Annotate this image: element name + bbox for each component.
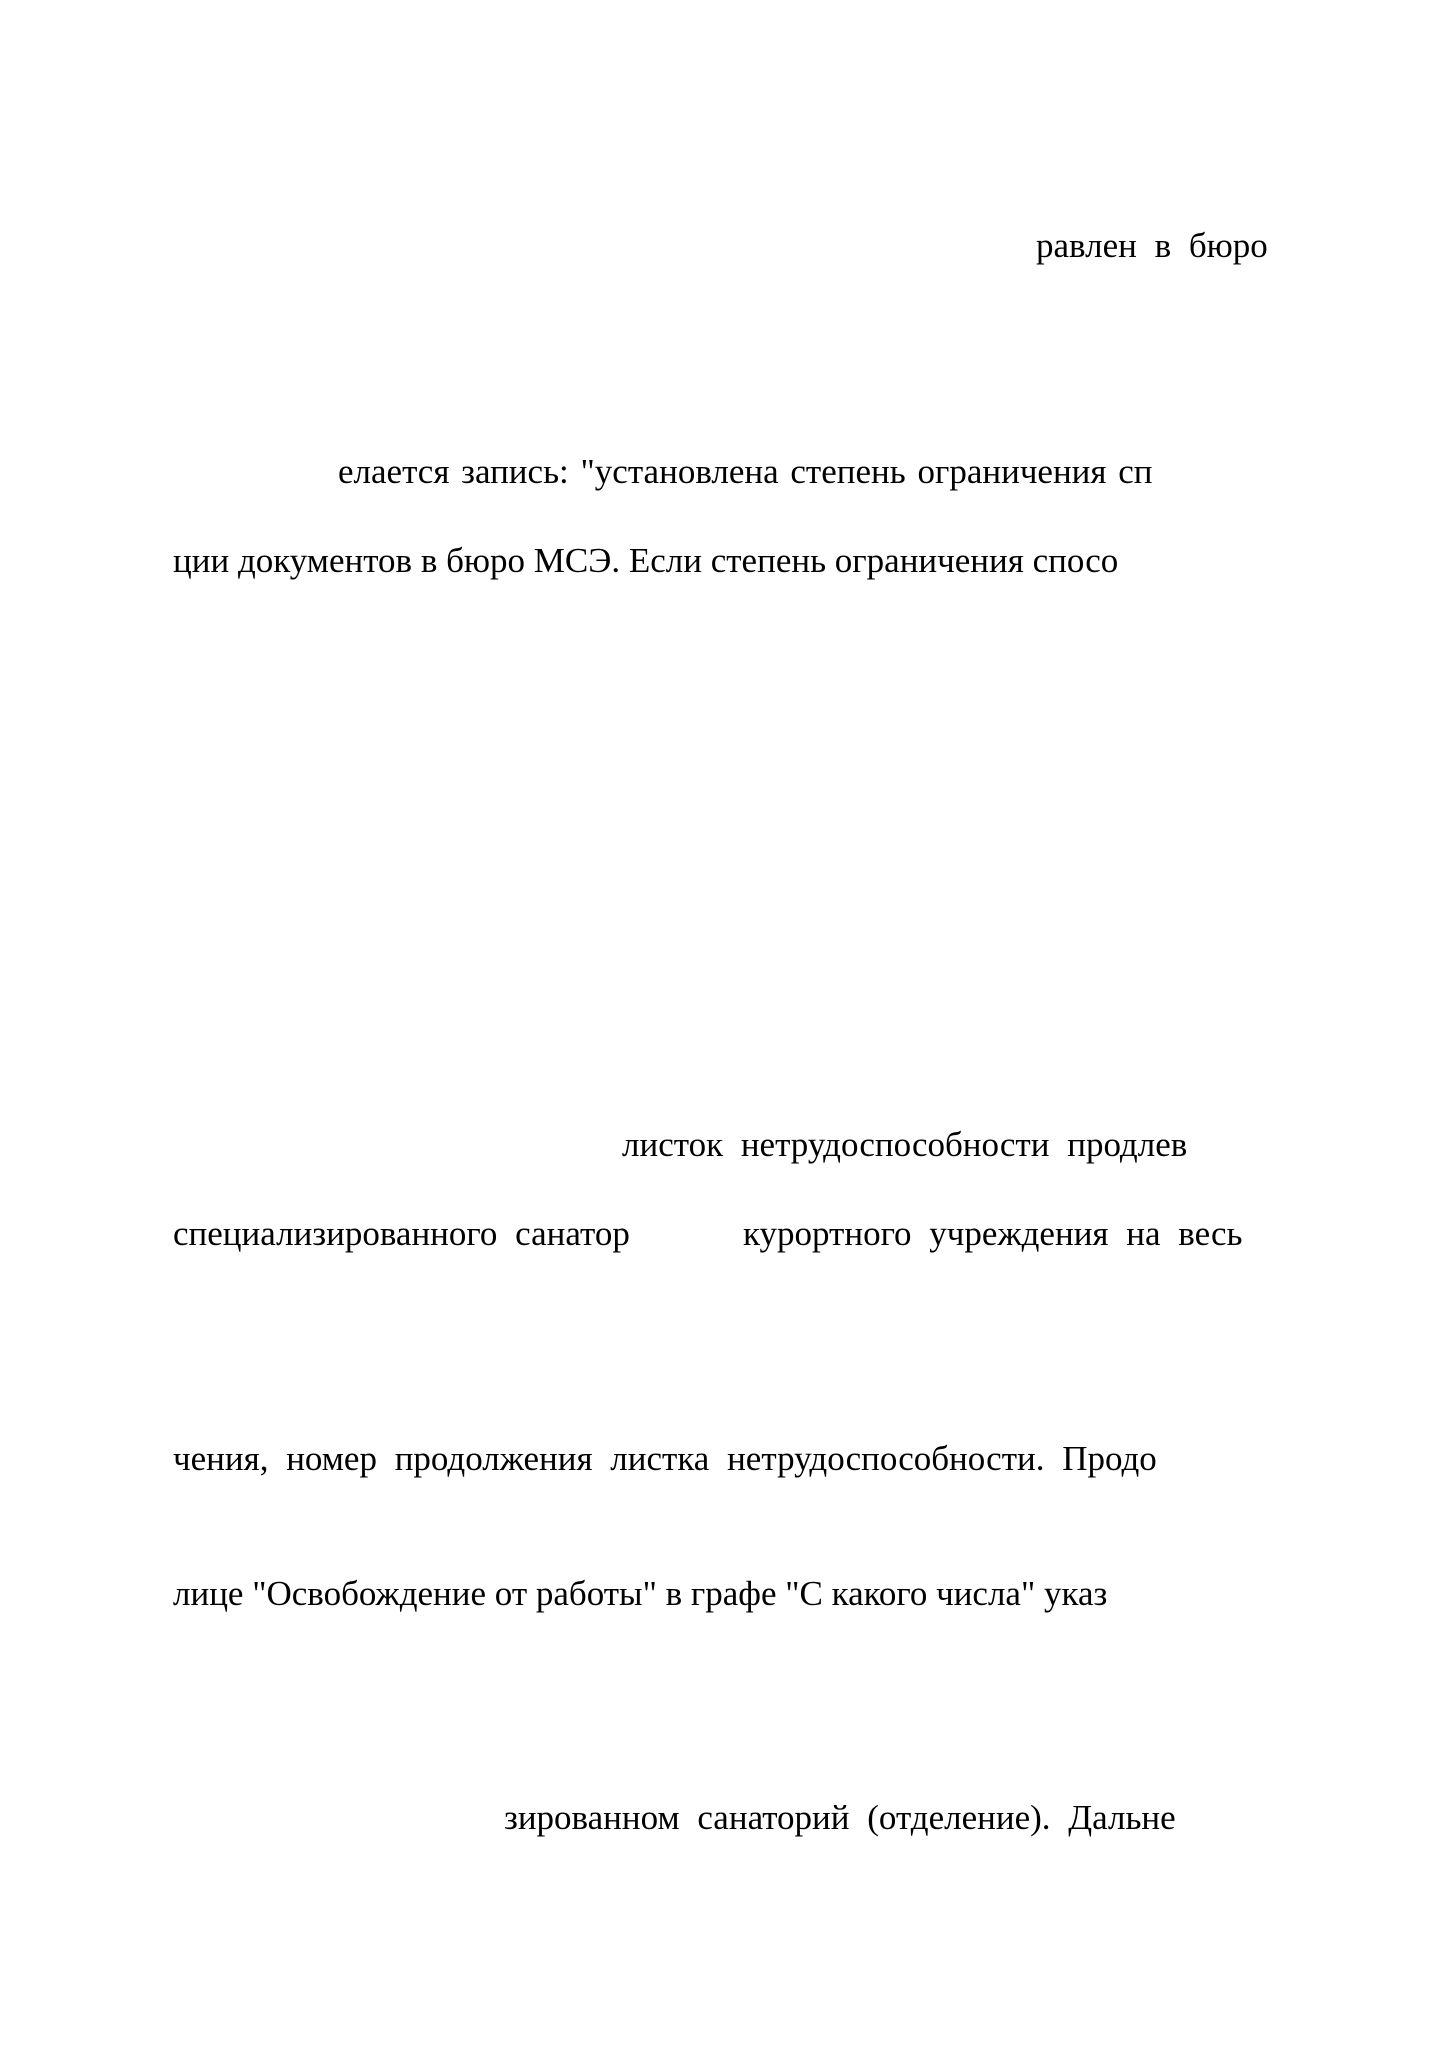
text-line-3: ции документов в бюро МСЭ. Если степень ограничения спосо — [173, 541, 1119, 580]
text-line-5-part-2: курортного учреждения на весь — [743, 1214, 1243, 1253]
text-line-6: чения, номер продолжения листка нетрудоспособности. Продо — [173, 1439, 1157, 1478]
text-line-5-part-1: специализированного санатор — [173, 1214, 630, 1253]
text-line-8: зированном санаторий (отделение). Дальне — [504, 1798, 1176, 1837]
text-line-2: елается запись: "установлена степень ограничения сп — [338, 452, 1153, 491]
text-line-1: равлен в бюро — [1036, 226, 1268, 265]
text-line-4: листок нетрудоспособности продлев — [622, 1125, 1188, 1164]
text-line-7: лице "Освобождение от работы" в графе "С какого числа" указ — [173, 1574, 1108, 1613]
